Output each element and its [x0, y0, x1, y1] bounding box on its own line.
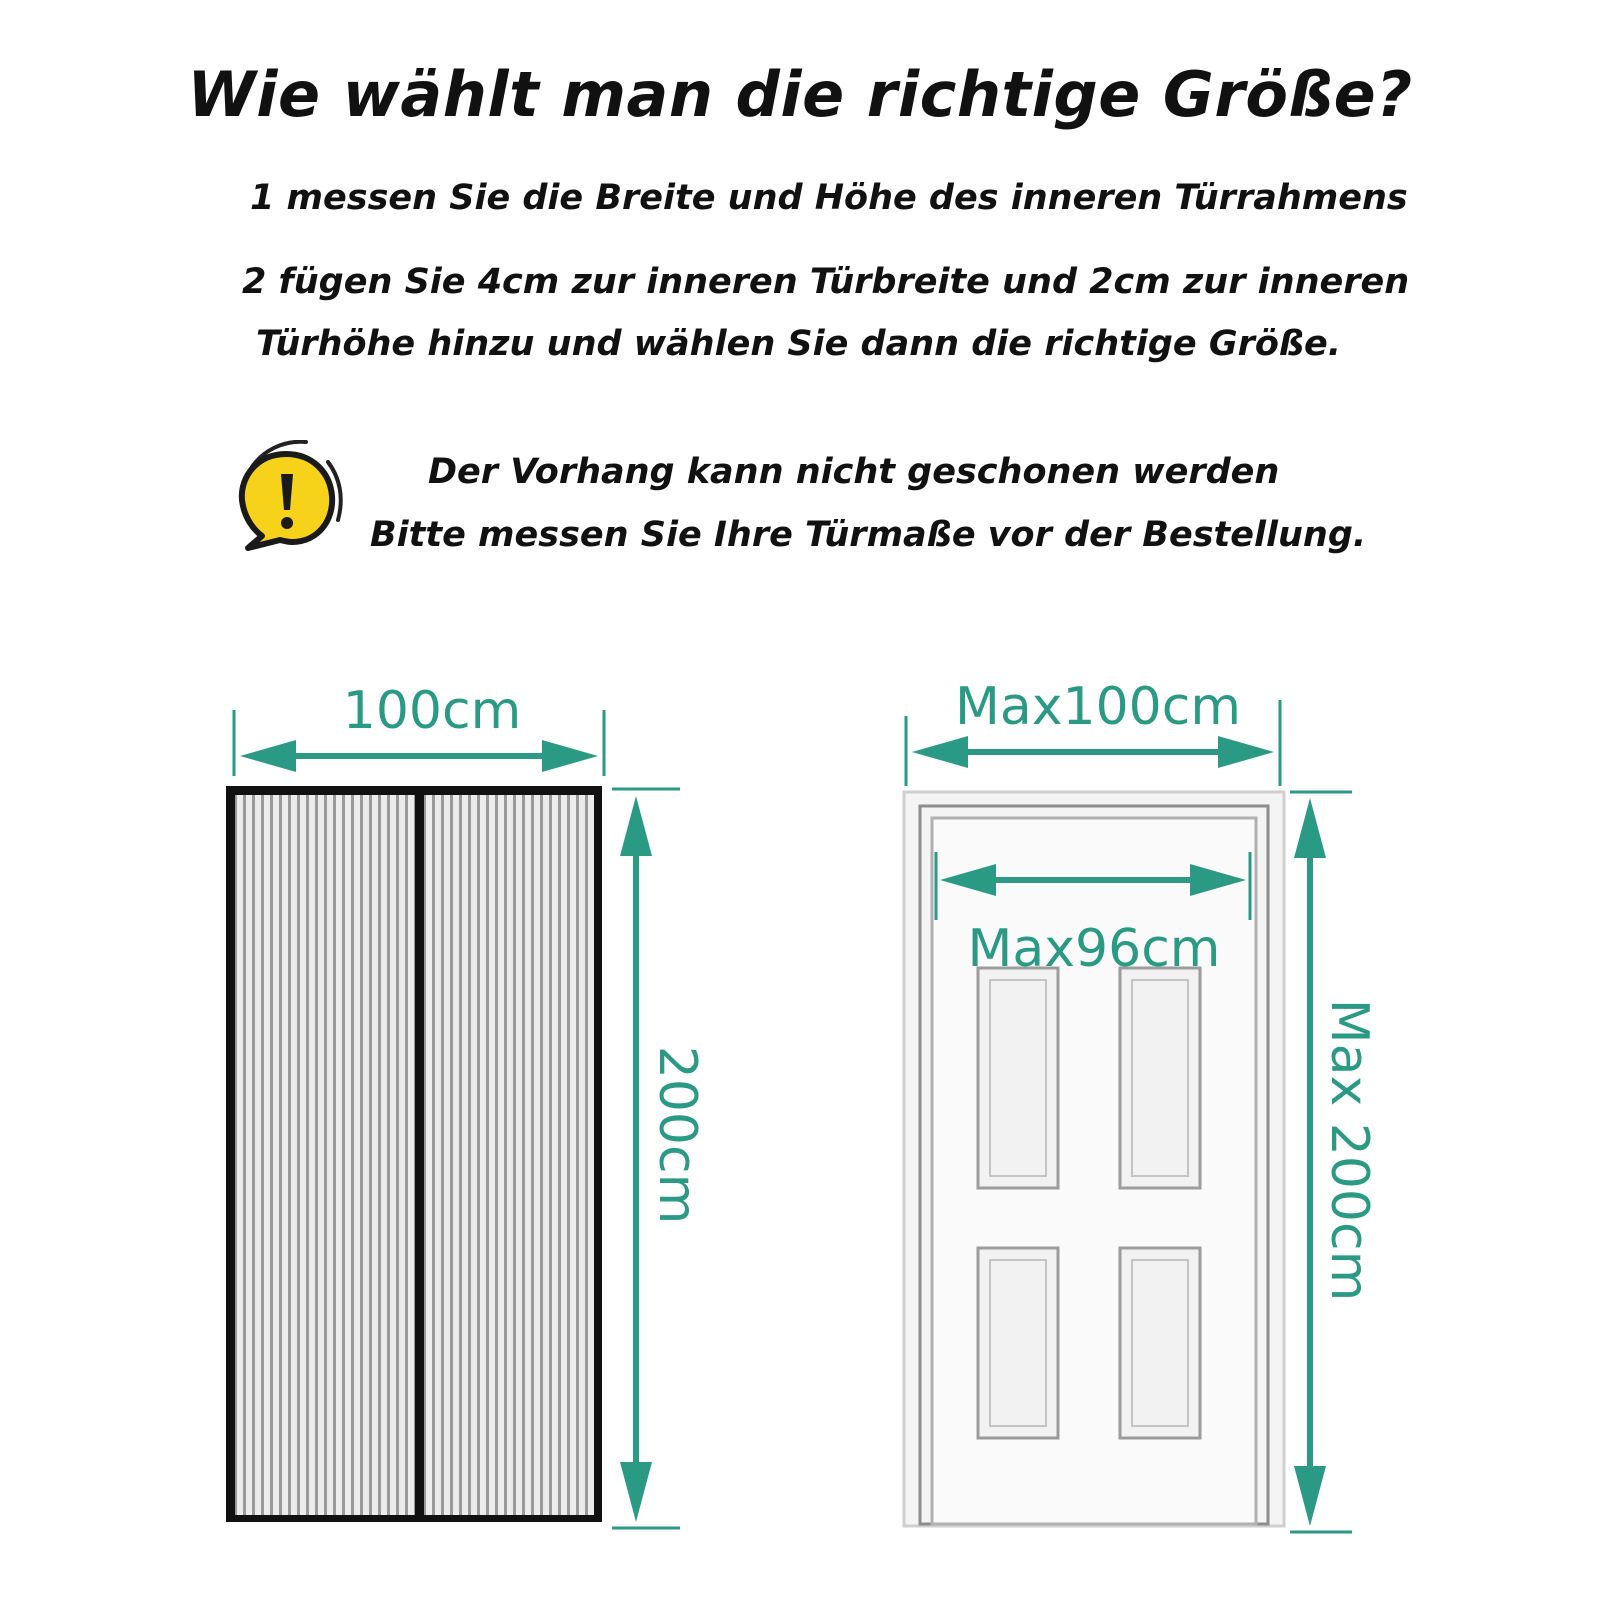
- warning-line-2: Bitte messen Sie Ihre Türmaße vor der Bestellung.: [370, 515, 1367, 555]
- door-height-label: Max 200cm: [1319, 998, 1379, 1302]
- curtain-right-panel: [424, 795, 594, 1515]
- curtain-height-label: 200cm: [647, 1045, 707, 1225]
- door-illustration: [904, 792, 1284, 1526]
- door-inner-width-label: Max96cm: [967, 919, 1221, 979]
- curtain-left-panel: [235, 795, 415, 1515]
- instruction-step-2-line-1: 2 fügen Sie 4cm zur inneren Türbreite und 2cm zur inneren: [242, 262, 1410, 302]
- instruction-step-1: 1 messen Sie die Breite und Höhe des inneren Türrahmens: [250, 178, 1408, 218]
- page-title: Wie wählt man die richtige Größe?: [187, 58, 1413, 131]
- curtain-illustration: [226, 786, 602, 1522]
- warning-line-1: Der Vorhang kann nicht geschonen werden: [428, 452, 1280, 492]
- instruction-step-2-line-2: Türhöhe hinzu und wählen Sie dann die richtige Größe.: [256, 324, 1342, 364]
- door-outer-width-label: Max100cm: [955, 677, 1241, 737]
- curtain-width-label: 100cm: [342, 681, 522, 741]
